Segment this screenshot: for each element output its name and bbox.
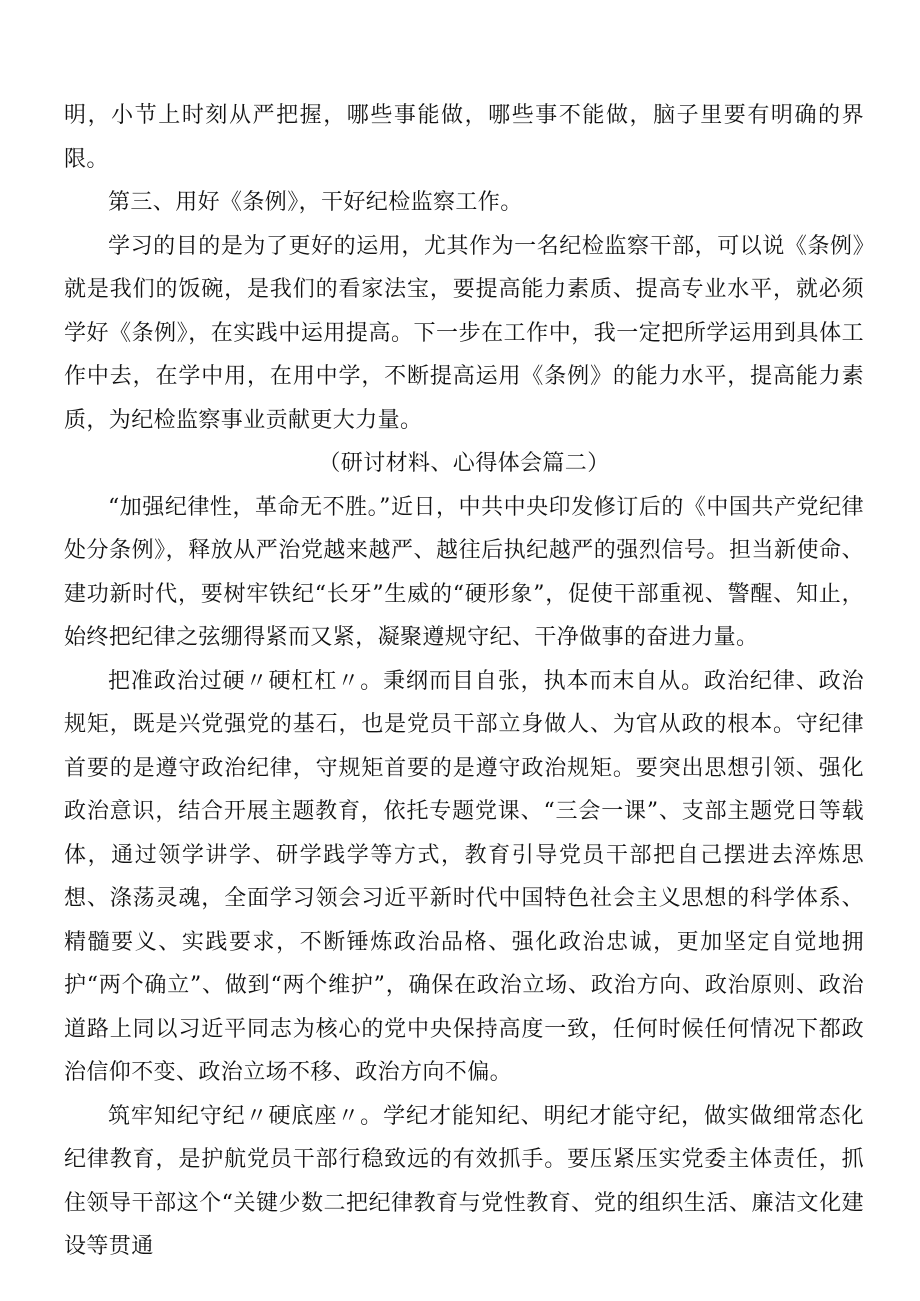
document-body xyxy=(64,94,864,1269)
paragraph-continued: 明，小节上时刻从严把握，哪些事能做，哪些事不能做，脑子里要有明确的界限。 xyxy=(64,103,864,172)
paragraph-discipline-foundation: 筑牢知纪守纪〃硬底座〃。学纪才能知纪、明纪才能守纪，做实做细常态化纪律教育，是护航党员干部行稳致远的有效抓手。要压紧压实党委主体责任，抓住领导干部这个“关键少数二把纪律教育与党性教育、党的组织生活、廉洁文化建设等贯通 xyxy=(64,1103,864,1259)
paragraph-section-three-title: 第三、用好《条例》，干好纪检监察工作。 xyxy=(108,190,523,215)
paragraph-discipline-intro: “加强纪律性，革命无不胜。”近日，中共中央印发修订后的《中国共产党纪律处分条例》，释放从严治党越来越严、越往后执纪越严的强烈信号。担当新使命、建功新时代，要树牢铁纪“长牙”生威的“硬形象”，促使干部重视、警醒、知止，始终把纪律之弦绷得紧而又紧，凝聚遵规守纪、干净做事的奋进力量。 xyxy=(64,494,864,650)
section-heading: （研讨材料、心得体会篇二） xyxy=(318,451,610,476)
paragraph-political-standard: 把准政治过硬〃硬杠杠〃。秉纲而目自张，执本而末自从。政治纪律、政治规矩，既是兴党强党的基石，也是党员干部立身做人、为官从政的根本。守纪律首要的是遵守政治纪律，守规矩首要的是遵守政治规矩。要突出思想引领、强化政治意识，结合开展主题教育，依托专题党课、“三会一课”、支部主题党日等载体，通过领学讲学、研学践学等方式，教育引导党员干部把自己摆进去淬炼思想、涤荡灵魂，全面学习领会习近平新时代中国特色社会主义思想的科学体系、精髓要义、实践要求，不断锤炼政治品格、强化政治忠诚，更加坚定自觉地拥护“两个确立”、做到“两个维护”，确保在政治立场、政治方向、政治原则、政治道路上同以习近平同志为核心的党中央保持高度一致，任何时候任何情况下都政治信仰不变、政治立场不移、政治方向不偏。 xyxy=(64,668,864,1085)
paragraph-learning-purpose: 学习的目的是为了更好的运用，尤其作为一名纪检监察干部，可以说《条例》就是我们的饭碗，是我们的看家法宝，要提高能力素质、提高专业水平，就必须学好《条例》，在实践中运用提高。下一步在工作中，我一定把所学运用到具体工作中去，在学中用，在用中学，不断提高运用《条例》的能力水平，提高能力素质，为纪检监察事业贡献更大力量。 xyxy=(64,233,864,433)
